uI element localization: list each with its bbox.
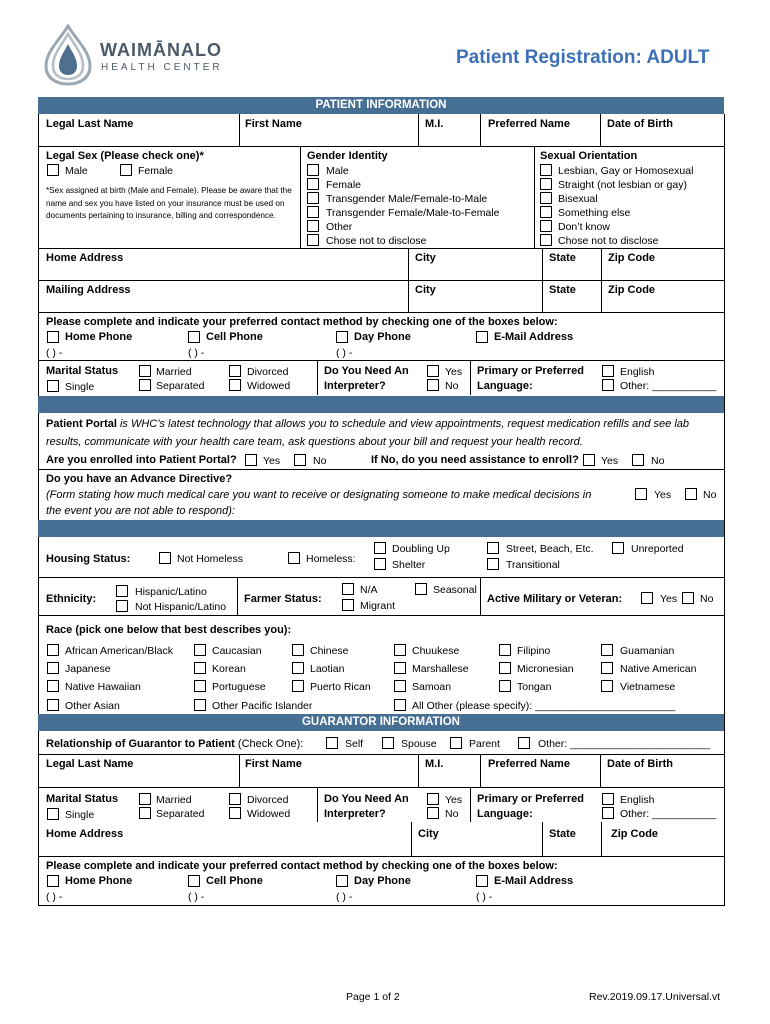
not-homeless-label: Not Homeless: [177, 553, 243, 565]
race-chinese-checkbox[interactable]: [292, 644, 304, 656]
home-phone-checkbox[interactable]: [47, 331, 59, 343]
guarantor-cell-phone-field[interactable]: ( ) -: [188, 891, 205, 903]
directive-description-2: the event you are not able to respond):: [46, 505, 235, 517]
military-yes-label: Yes: [660, 593, 678, 605]
interpreter-yes-checkbox[interactable]: [427, 365, 439, 377]
married-label: Married: [156, 366, 192, 378]
guarantor-cell-phone-checkbox[interactable]: [188, 875, 200, 887]
logo: [40, 24, 96, 86]
orientation-not-disclose-checkbox[interactable]: [540, 234, 552, 246]
gender-trans-male-label: Transgender Male/Female-to-Male: [326, 193, 488, 205]
guarantor-widowed-checkbox[interactable]: [229, 807, 241, 819]
guarantor-parent-checkbox[interactable]: [450, 737, 462, 749]
water-drop-logo-icon: [40, 24, 96, 86]
portal-yes-checkbox[interactable]: [245, 454, 257, 466]
guarantor-other-language-label: Other: ___________: [620, 808, 717, 820]
race-portuguese-label: Portuguese: [212, 681, 266, 693]
separated-label: Separated: [156, 380, 205, 392]
orientation-straight-label: Straight (not lesbian or gay): [558, 179, 687, 191]
divorced-checkbox[interactable]: [229, 365, 241, 377]
language-label-1: Primary or Preferred: [477, 365, 584, 377]
race-caucasian-checkbox[interactable]: [194, 644, 206, 656]
race-marshallese-label: Marshallese: [412, 663, 469, 675]
guarantor-home-address-label: Home Address: [46, 828, 124, 840]
doubling-up-label: Doubling Up: [392, 543, 450, 555]
portal-description-2: [46, 436, 583, 449]
section-divider-2: [38, 520, 724, 537]
shelter-label: Shelter: [392, 559, 426, 571]
not-hispanic-checkbox[interactable]: [116, 600, 128, 612]
mailing-address-label: Mailing Address: [46, 284, 131, 296]
guarantor-last-name-label: Legal Last Name: [46, 758, 134, 770]
patient-info-title: PATIENT INFORMATION: [315, 99, 447, 111]
guarantor-home-phone-checkbox[interactable]: [47, 875, 59, 887]
guarantor-contact-prompt: Please complete and indicate your preferred contact method by checking one of the boxes below:: [46, 860, 558, 872]
day-phone-label: Day Phone: [354, 331, 411, 343]
doubling-up-checkbox[interactable]: [374, 542, 386, 554]
race-native-american-label: Native American: [620, 663, 697, 675]
orientation-lgb-checkbox[interactable]: [540, 164, 552, 176]
orientation-something-else-label: Something else: [558, 207, 631, 219]
race-prompt: Race (pick one below that best describes you):: [46, 624, 292, 636]
page-number: Page 1 of 2: [346, 991, 400, 1003]
guarantor-single-label: Single: [65, 809, 95, 821]
race-tongan-checkbox[interactable]: [499, 680, 511, 692]
guarantor-dob-label: Date of Birth: [607, 758, 673, 770]
military-label: Active Military or Veteran:: [487, 593, 623, 605]
race-micronesian-checkbox[interactable]: [499, 662, 511, 674]
race-puerto-rican-label: Puerto Rican: [310, 681, 371, 693]
dob-label: Date of Birth: [607, 118, 673, 130]
legal-sex-label: Legal Sex (Please check one)*: [46, 150, 204, 162]
single-checkbox[interactable]: [47, 380, 59, 392]
gender-other-label: Other: [326, 221, 353, 233]
orientation-bisexual-checkbox[interactable]: [540, 192, 552, 204]
org-subtitle: HEALTH CENTER: [101, 62, 223, 73]
race-native-hawaiian-label: Native Hawaiian: [65, 681, 141, 693]
guarantor-interpreter-label-2: Interpreter?: [324, 808, 386, 820]
gender-trans-male-checkbox[interactable]: [307, 192, 319, 204]
race-african-american-checkbox[interactable]: [47, 644, 59, 656]
race-other-asian-label: Other Asian: [65, 700, 120, 712]
guarantor-first-name-label: First Name: [245, 758, 302, 770]
military-no-checkbox[interactable]: [682, 592, 694, 604]
interpreter-label-2: Interpreter?: [324, 380, 386, 392]
race-vietnamese-checkbox[interactable]: [601, 680, 613, 692]
email-checkbox[interactable]: [476, 331, 488, 343]
homeless-label: Homeless:: [306, 553, 356, 565]
mi-label: M.I.: [425, 118, 444, 130]
guarantor-interpreter-yes-checkbox[interactable]: [427, 793, 439, 805]
legal-last-name-label: Legal Last Name: [46, 118, 134, 130]
guarantor-day-phone-field[interactable]: ( ) -: [336, 891, 353, 903]
guarantor-city-label: City: [418, 828, 439, 840]
gender-not-disclose-label: Chose not to disclose: [326, 235, 427, 247]
patient-info-header: [38, 97, 724, 114]
guarantor-relationship-label: [46, 738, 303, 751]
marital-status-label: Marital Status: [46, 365, 119, 377]
race-all-other-checkbox[interactable]: [394, 699, 406, 711]
section-divider: [38, 396, 724, 413]
guarantor-preferred-name-label: Preferred Name: [488, 758, 570, 770]
other-language-checkbox[interactable]: [602, 379, 614, 391]
guarantor-other-checkbox[interactable]: [518, 737, 530, 749]
married-checkbox[interactable]: [139, 365, 151, 377]
directive-yes-checkbox[interactable]: [635, 488, 647, 500]
race-samoan-checkbox[interactable]: [394, 680, 406, 692]
guarantor-divorced-checkbox[interactable]: [229, 793, 241, 805]
portal-desc-1: is WHC’s latest technology that allows you to schedule and view appointments, request medication refills and see lab: [116, 418, 690, 430]
guarantor-other-label: Other: ________________________: [538, 738, 711, 750]
relationship-check-one: (Check One):: [234, 738, 304, 750]
guarantor-english-checkbox[interactable]: [602, 793, 614, 805]
race-japanese-checkbox[interactable]: [47, 662, 59, 674]
guarantor-divorced-label: Divorced: [247, 794, 289, 806]
mailing-state-label: State: [549, 284, 576, 296]
farmer-status-label: Farmer Status:: [244, 593, 322, 605]
orientation-something-else-checkbox[interactable]: [540, 206, 552, 218]
sexual-orientation-label: Sexual Orientation: [540, 150, 638, 162]
other-language-label: Other: ___________: [620, 380, 717, 392]
orientation-straight-checkbox[interactable]: [540, 178, 552, 190]
gender-female-checkbox[interactable]: [307, 178, 319, 190]
not-hispanic-label: Not Hispanic/Latino: [135, 601, 227, 613]
guarantor-widowed-label: Widowed: [247, 808, 291, 820]
race-chinese-label: Chinese: [310, 645, 349, 657]
sex-female-label: Female: [138, 165, 174, 177]
housing-label: Housing Status:: [46, 553, 131, 565]
farmer-seasonal-checkbox[interactable]: [415, 583, 427, 595]
race-puerto-rican-checkbox[interactable]: [292, 680, 304, 692]
shelter-checkbox[interactable]: [374, 558, 386, 570]
race-other-pacific-islander-label: Other Pacific Islander: [212, 700, 313, 712]
directive-question: Do you have an Advance Directive?: [46, 473, 233, 485]
guarantor-interpreter-no-checkbox[interactable]: [427, 807, 439, 819]
race-native-american-checkbox[interactable]: [601, 662, 613, 674]
directive-no-label: No: [703, 489, 717, 501]
separated-checkbox[interactable]: [139, 379, 151, 391]
home-phone-field[interactable]: ( ) -: [46, 347, 63, 359]
mailing-zip-label: Zip Code: [608, 284, 656, 296]
guarantor-parent-label: Parent: [469, 738, 500, 750]
farmer-migrant-checkbox[interactable]: [342, 599, 354, 611]
transitional-label: Transitional: [506, 559, 560, 571]
guarantor-married-checkbox[interactable]: [139, 793, 151, 805]
street-checkbox[interactable]: [487, 542, 499, 554]
cell-phone-field[interactable]: ( ) -: [188, 347, 205, 359]
home-phone-label: Home Phone: [65, 331, 133, 343]
sex-male-label: Male: [65, 165, 88, 177]
home-city-label: City: [415, 252, 436, 264]
home-state-label: State: [549, 252, 576, 264]
race-african-american-label: African American/Black: [65, 645, 173, 657]
widowed-checkbox[interactable]: [229, 379, 241, 391]
race-native-hawaiian-checkbox[interactable]: [47, 680, 59, 692]
directive-no-checkbox[interactable]: [685, 488, 697, 500]
guarantor-separated-label: Separated: [156, 808, 205, 820]
race-marshallese-checkbox[interactable]: [394, 662, 406, 674]
portal-no-label: No: [313, 455, 327, 467]
guarantor-zip-label: Zip Code: [611, 828, 659, 840]
language-label-2: Language:: [477, 380, 533, 392]
page-title: Patient Registration: ADULT: [456, 47, 710, 68]
guarantor-interpreter-yes-label: Yes: [445, 794, 463, 806]
guarantor-separated-checkbox[interactable]: [139, 807, 151, 819]
guarantor-home-phone-label: Home Phone: [65, 875, 133, 887]
guarantor-day-phone-label: Day Phone: [354, 875, 411, 887]
guarantor-cell-phone-label: Cell Phone: [206, 875, 263, 887]
portal-lead: Patient Portal: [46, 418, 117, 430]
race-micronesian-label: Micronesian: [517, 663, 574, 675]
guarantor-language-label-2: Language:: [477, 808, 533, 820]
portal-no-checkbox[interactable]: [294, 454, 306, 466]
guarantor-married-label: Married: [156, 794, 192, 806]
race-laotian-label: Laotian: [310, 663, 345, 675]
race-samoan-label: Samoan: [412, 681, 452, 693]
guarantor-language-label-1: Primary or Preferred: [477, 793, 584, 805]
military-no-label: No: [700, 593, 714, 605]
interpreter-yes-label: Yes: [445, 366, 463, 378]
unreported-checkbox[interactable]: [612, 542, 624, 554]
gender-male-label: Male: [326, 165, 349, 177]
race-laotian-checkbox[interactable]: [292, 662, 304, 674]
guarantor-info-header: [38, 714, 724, 731]
race-chuukese-checkbox[interactable]: [394, 644, 406, 656]
race-japanese-label: Japanese: [65, 663, 111, 675]
gender-male-checkbox[interactable]: [307, 164, 319, 176]
race-chuukese-label: Chuukese: [412, 645, 460, 657]
guarantor-interpreter-label-1: Do You Need An: [324, 793, 409, 805]
race-guamanian-label: Guamanian: [620, 645, 675, 657]
orientation-dont-know-checkbox[interactable]: [540, 220, 552, 232]
guarantor-info-title: GUARANTOR INFORMATION: [301, 716, 460, 728]
hispanic-checkbox[interactable]: [116, 585, 128, 597]
widowed-label: Widowed: [247, 380, 291, 392]
race-guamanian-checkbox[interactable]: [601, 644, 613, 656]
guarantor-english-label: English: [620, 794, 655, 806]
assist-no-checkbox[interactable]: [632, 454, 644, 466]
contact-prompt: Please complete and indicate your preferred contact method by checking one of the boxes below:: [46, 316, 558, 328]
farmer-na-label: N/A: [360, 584, 378, 596]
mailing-city-label: City: [415, 284, 436, 296]
race-filipino-checkbox[interactable]: [499, 644, 511, 656]
orientation-bisexual-label: Bisexual: [558, 193, 598, 205]
guarantor-mi-label: M.I.: [425, 758, 444, 770]
race-korean-label: Korean: [212, 663, 246, 675]
guarantor-home-phone-field[interactable]: ( ) -: [46, 891, 63, 903]
assist-yes-checkbox[interactable]: [583, 454, 595, 466]
street-label: Street, Beach, Etc.: [506, 543, 594, 555]
race-vietnamese-label: Vietnamese: [620, 681, 676, 693]
guarantor-email-checkbox[interactable]: [476, 875, 488, 887]
gender-identity-label: Gender Identity: [307, 150, 388, 162]
divorced-label: Divorced: [247, 366, 289, 378]
guarantor-email-label: E-Mail Address: [494, 875, 574, 887]
not-homeless-checkbox[interactable]: [159, 552, 171, 564]
guarantor-spouse-checkbox[interactable]: [382, 737, 394, 749]
english-label: English: [620, 366, 655, 378]
email-label: E-Mail Address: [494, 331, 574, 343]
assist-no-label: No: [651, 455, 665, 467]
ethnicity-label: Ethnicity:: [46, 593, 97, 605]
race-portuguese-checkbox[interactable]: [194, 680, 206, 692]
farmer-migrant-label: Migrant: [360, 600, 396, 612]
guarantor-day-phone-checkbox[interactable]: [336, 875, 348, 887]
portal-desc-2: results, communicate with your health care team, ask questions about your bill and request your health record.: [46, 436, 583, 448]
transitional-checkbox[interactable]: [487, 558, 499, 570]
portal-description-1: [46, 418, 689, 431]
assist-yes-label: Yes: [601, 455, 619, 467]
guarantor-spouse-label: Spouse: [401, 738, 437, 750]
gender-female-label: Female: [326, 179, 362, 191]
gender-trans-female-label: Transgender Female/Male-to-Female: [326, 207, 500, 219]
race-caucasian-label: Caucasian: [212, 645, 262, 657]
orientation-lgb-label: Lesbian, Gay or Homosexual: [558, 165, 694, 177]
farmer-seasonal-label: Seasonal: [433, 584, 477, 596]
portal-assist-question: If No, do you need assistance to enroll?: [371, 454, 579, 466]
military-yes-checkbox[interactable]: [641, 592, 653, 604]
home-zip-label: Zip Code: [608, 252, 656, 264]
cell-phone-label: Cell Phone: [206, 331, 263, 343]
homeless-checkbox[interactable]: [288, 552, 300, 564]
guarantor-interpreter-no-label: No: [445, 808, 459, 820]
race-other-pacific-islander-checkbox[interactable]: [194, 699, 206, 711]
gender-trans-female-checkbox[interactable]: [307, 206, 319, 218]
unreported-label: Unreported: [631, 543, 684, 555]
guarantor-self-checkbox[interactable]: [326, 737, 338, 749]
hispanic-label: Hispanic/Latino: [135, 586, 207, 598]
home-address-label: Home Address: [46, 252, 124, 264]
orientation-dont-know-label: Don’t know: [558, 221, 610, 233]
preferred-name-label: Preferred Name: [488, 118, 570, 130]
first-name-label: First Name: [245, 118, 302, 130]
portal-yes-label: Yes: [263, 455, 281, 467]
race-korean-checkbox[interactable]: [194, 662, 206, 674]
race-filipino-label: Filipino: [517, 645, 551, 657]
farmer-na-checkbox[interactable]: [342, 583, 354, 595]
guarantor-email-field[interactable]: ( ) -: [476, 891, 493, 903]
guarantor-self-label: Self: [345, 738, 364, 750]
race-all-other-label: All Other (please specify): ________________________: [412, 700, 676, 712]
sex-male-checkbox[interactable]: [47, 164, 59, 176]
race-other-asian-checkbox[interactable]: [47, 699, 59, 711]
guarantor-other-language-checkbox[interactable]: [602, 807, 614, 819]
guarantor-marital-status-label: Marital Status: [46, 793, 119, 805]
single-label: Single: [65, 381, 95, 393]
interpreter-no-checkbox[interactable]: [427, 379, 439, 391]
day-phone-checkbox[interactable]: [336, 331, 348, 343]
race-tongan-label: Tongan: [517, 681, 552, 693]
relationship-label-bold: Relationship of Guarantor to Patient: [46, 738, 235, 750]
interpreter-label-1: Do You Need An: [324, 365, 409, 377]
revision-number: Rev.2019.09.17.Universal.vt: [589, 991, 721, 1003]
gender-other-checkbox[interactable]: [307, 220, 319, 232]
directive-description-1: (Form stating how much medical care you want to receive or designating someone to make medical decisions in: [46, 489, 592, 501]
cell-phone-checkbox[interactable]: [188, 331, 200, 343]
orientation-not-disclose-label: Chose not to disclose: [558, 235, 659, 247]
sex-female-checkbox[interactable]: [120, 164, 132, 176]
guarantor-single-checkbox[interactable]: [47, 808, 59, 820]
interpreter-no-label: No: [445, 380, 459, 392]
day-phone-field[interactable]: ( ) -: [336, 347, 353, 359]
english-checkbox[interactable]: [602, 365, 614, 377]
org-name: WAIMĀNALO: [100, 40, 222, 60]
portal-enrolled-question: Are you enrolled into Patient Portal?: [46, 454, 237, 466]
sex-note: *Sex assigned at birth (Male and Female). Please be aware that the name and sex you have listed on your insurance must be used on documents pertaining to insurance, billing and correspondence.: [46, 186, 292, 220]
directive-yes-label: Yes: [654, 489, 672, 501]
guarantor-state-label: State: [549, 828, 576, 840]
gender-not-disclose-checkbox[interactable]: [307, 234, 319, 246]
